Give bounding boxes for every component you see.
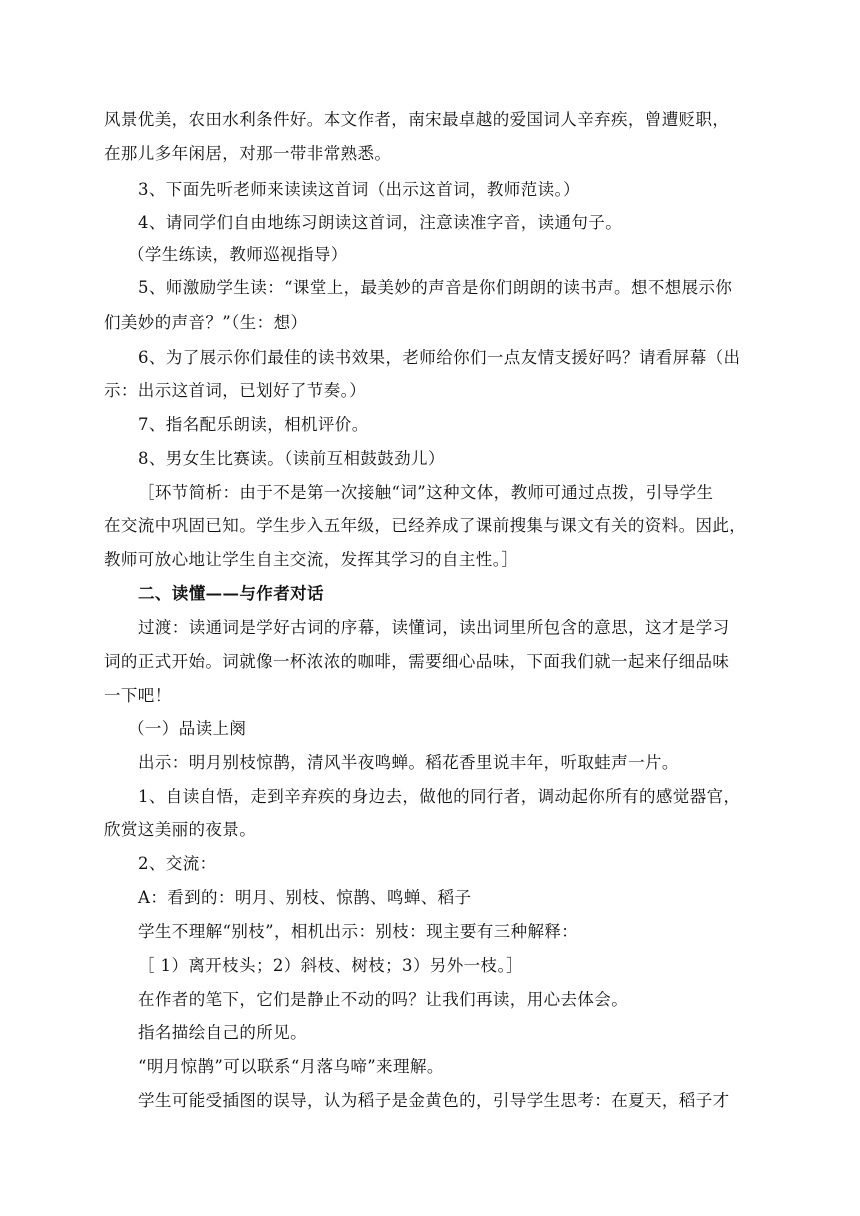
text-line: ［ 1）离开枝头；2）斜枝、树枝；3）另外一枝。］ (138, 956, 523, 975)
text-line: 2、交流： (138, 854, 217, 873)
text-line: 7、指名配乐朗读，相机评价。 (138, 415, 369, 434)
text-line: 在那儿多年闲居，对那一带非常熟悉。 (104, 144, 392, 163)
text-line: 学生不理解“别枝”，相机出示：别枝：现主要有三种解释： (138, 922, 579, 941)
text-line: ［环节简析：由于不是第一次接触“词”这种文体，教师可通过点拨，引导学生 (138, 483, 714, 502)
text-line: 教师可放心地让学生自主交流，发挥其学习的自主性。］ (104, 550, 519, 569)
text-line: A：看到的：明月、别枝、惊鹊、鸣蝉、稻子 (138, 888, 472, 907)
text-line: 3、下面先听老师来读读这首词（出示这首词，教师范读。） (138, 180, 581, 199)
text-line: 示：出示这首词，已划好了节奏。） (104, 381, 367, 400)
text-line: 在作者的笔下，它们是静止不动的吗？让我们再读，用心去体会。 (138, 990, 629, 1009)
text-line: “明月惊鹊”可以联系“月落乌啼”来理解。 (138, 1057, 444, 1076)
text-line: 过渡：读通词是学好古词的序幕，读懂词，读出词里所包含的意思，这才是学习 (138, 618, 730, 637)
text-line: 出示：明月别枝惊鹊，清风半夜鸣蝉。稻花香里说丰年，听取蛙声一片。 (138, 753, 679, 772)
text-line: （学生练读，教师巡视指导） (128, 245, 348, 264)
text-line: 指名描绘自己的所见。 (138, 1023, 307, 1042)
text-line: 4、请同学们自由地练习朗读这首词，注意读准字音，读通句子。 (138, 213, 623, 232)
text-line: 8、男女生比赛读。（读前互相鼓鼓劲儿） (138, 449, 445, 468)
text-line: 一下吧！ (104, 686, 172, 705)
text-line: 风景优美，农田水利条件好。本文作者，南宋最卓越的爱国词人辛弃疾，曾遭贬职， (104, 110, 730, 129)
text-line: 欣赏这美丽的夜景。 (104, 820, 257, 839)
text-line: 学生可能受插图的误导，认为稻子是金黄色的，引导学生思考：在夏天，稻子才 (138, 1091, 730, 1110)
text-line: 们美妙的声音？”（生：想） (104, 313, 308, 332)
section-heading: 二、读懂——与作者对话 (138, 584, 324, 603)
text-line: 5、师激励学生读：“课堂上，最美妙的声音是你们朗朗的读书声。想不想展示你 (138, 278, 733, 297)
text-line: 在交流中巩固已知。学生步入五年级，已经养成了课前搜集与课文有关的资料。因此， (104, 516, 747, 535)
text-line: 1、自读自悟，走到辛弃疾的身边去，做他的同行者，调动起你所有的感觉器官， (138, 787, 741, 806)
text-line: 6、为了展示你们最佳的读书效果，老师给你们一点友情支援好吗？请看屏幕（出 (138, 348, 741, 367)
text-line: 词的正式开始。词就像一杯浓浓的咖啡，需要细心品味，下面我们就一起来仔细品味 (104, 652, 730, 671)
subsection-heading: （一）品读上阕 (128, 719, 247, 738)
